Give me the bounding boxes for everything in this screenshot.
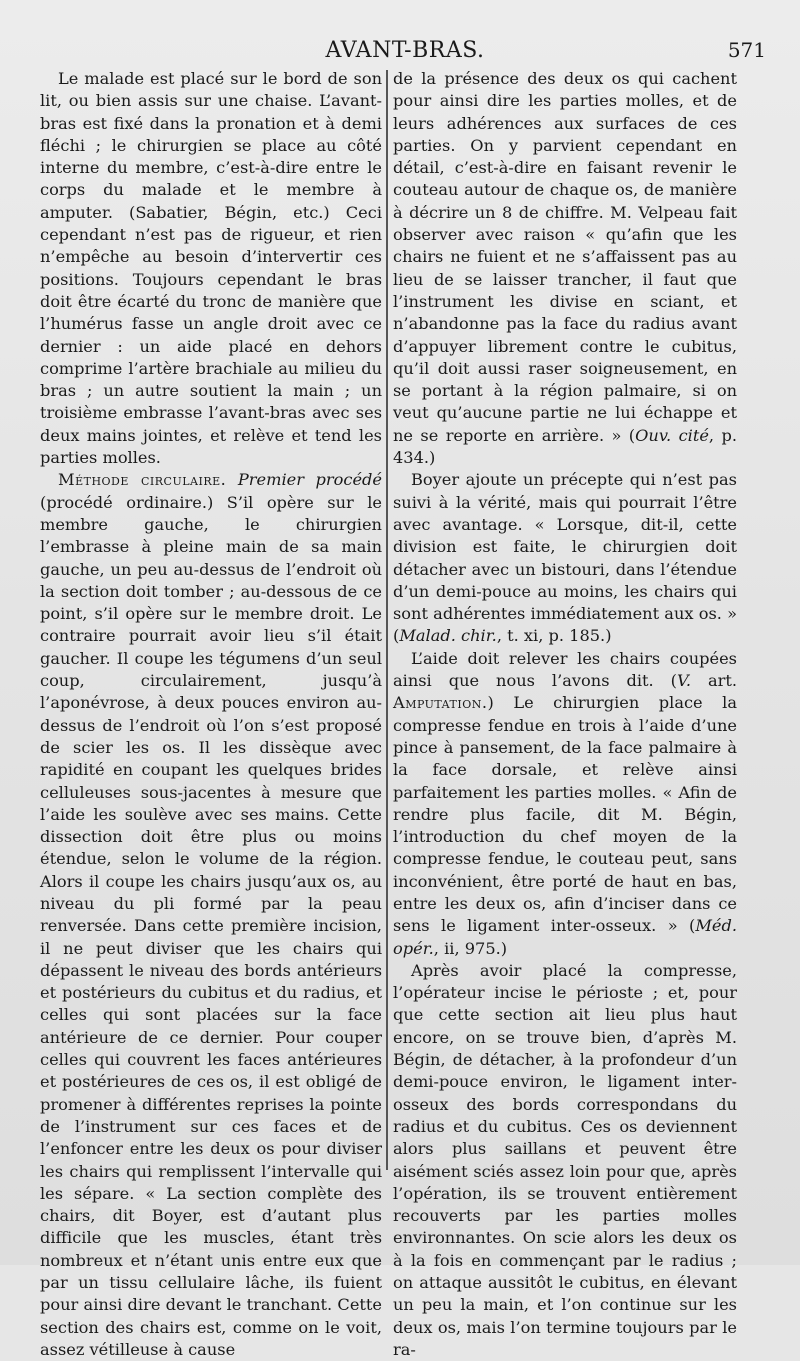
paragraph-text: de la présence des deux os qui cachent pour ainsi dire les parties molles, et de leurs adhérences aux surfaces de ces parties. On y parvient cependant en détail, c’est-à-dire en faisant revenir le couteau autour de chaque os, de manière à décrire un 8 de chiffre. M. Velpeau fait observer avec raison « qu’afin que les chairs ne fuient et ne s’affaissent pas au lieu de se laisser trancher, il faut que l’instrument les divise en sciant, et n’abandonne pas la face du radius avant d’appuyer librement contre le cubitus, qu’il doit aussi raser soigneusement, en se portant à la région palmaire, si on veut qu’aucune partie ne lui échappe et ne se reporte en arrière. » ( <box>393 69 737 445</box>
paragraph <box>393 960 737 1361</box>
citation: Méd. opér. <box>393 916 737 958</box>
paragraph-text: L’aide doit relever les chairs coupées ainsi que nous l’avons dit. ( <box>393 648 737 691</box>
running-head: AVANT-BRAS. <box>325 38 485 63</box>
section-heading: Méthode circulaire. <box>58 470 227 490</box>
paragraph-text: Après avoir placé la compresse, l’opérateur incise le périoste ; et, pour que cette section ait lieu plus haut encore, on se trouve bien, d’après M. Bégin, de détacher, à la profondeur d’un demi-pouce environ, le ligament inter-osseux des bords correspondans du radius et du cubitus. Ces os deviennent alors plus saillans et peuvent être aisément sciés assez loin pour que, après l’opération, ils se trouvent entièrement recouverts par les parties molles environnantes. On scie alors les deux os à la fois en commençant par le radius ; on attaque aussitôt le cubitus, en élevant un peu la main, et l’on continue sur les deux os, mais l’on termine toujours par le ra- <box>393 960 737 1359</box>
paragraph-text: art. <box>690 671 737 691</box>
citation: Malad. chir. <box>399 626 497 646</box>
paragraph-text: ) Le chirurgien place la compresse fendue en trois à l’aide d’une pince à pansement, de la face palmaire à la face dorsale, et relève ainsi parfaitement les parties molles. « Afin de rendre plus facile, dit M. Bégin, l’introduction du chef moyen de la compresse fendue, le couteau peut, sans inconvénient, être porté de haut en bas, entre les deux os, afin d’inciser dans ce sens le ligament inter-osseux. » ( <box>393 693 737 936</box>
paragraph-text: (procédé ordinaire.) S’il opère sur le membre gauche, le chirurgien l’embrasse à pleine main de sa main gauche, un peu au-dessus de l’endroit où la section doit tomber ; au-dessous de ce point, s’il opère sur le membre droit. Le contraire pourrait avoir lieu s’il était gaucher. Il coupe les tégumens d’un seul coup, circulairement, jusqu’à l’aponévrose, à deux pouces environ au-dessus de l’endroit où l’on s’est proposé de scier les os. Il les dissèque avec rapidité en coupant les quelques brides celluleuses sous-jacentes à mesure que l’aide les soulève avec ses mains. Cette dissection doit être plus ou moins étendue, selon le volume de la région. Alors il coupe les chairs jusqu’aux os, au niveau du pli formé par la peau renversée. Dans cette première incision, il ne peut diviser que les chairs qui dépassent le niveau des bords antérieurs et postérieurs du cubitus et du radius, et celles qui sont placées sur la face antérieure de ce dernier. Pour couper celles qui couvrent les faces antérieures et postérieures de ces os, il est obligé de promener à différentes reprises la pointe de l’instrument sur ces faces et de l’enfoncer entre les deux os pour diviser les chairs qui remplissent l’intervalle qui les sépare. « La section complète des chairs, dit Boyer, est d’autant plus difficile que les muscles, étant très nombreux et n’étant unis entre eux que par un tissu cellulaire lâche, ils fuient pour ainsi dire devant le tranchant. Cette section des chairs est, comme on le voit, assez vétilleuse à cause <box>40 492 382 1359</box>
right-column <box>393 68 737 1361</box>
citation: V. <box>676 671 691 691</box>
paragraph <box>40 469 382 1361</box>
column-divider <box>386 70 388 1170</box>
paragraph-text: , p. 434.) <box>393 425 737 468</box>
left-column <box>40 68 382 1361</box>
paragraph <box>393 648 737 960</box>
paragraph <box>393 68 737 469</box>
page-number: 571 <box>727 38 766 62</box>
paragraph-text: , t. xi, p. 185.) <box>496 626 612 646</box>
citation: Ouv. cité <box>635 425 709 445</box>
cross-reference: Amputation. <box>393 693 488 713</box>
italic-term: Premier procédé <box>237 470 382 490</box>
paragraph-text: Le malade est placé sur le bord de son lit, ou bien assis sur une chaise. L’avant-bras est fixé dans la pronation et à demi fléchi ; le chirurgien se place au côté interne du membre, c’est-à-dire entre le corps du malade et le membre à amputer. (Sabatier, Bégin, etc.) Ceci cependant n’est pas de rigueur, et rien n’empêche au besoin d’intervertir ces positions. Toujours cependant le bras doit être écarté du tronc de manière que l’humérus fasse un angle droit avec ce dernier : un aide placé en dehors comprime l’artère brachiale au milieu du bras ; un autre soutient la main ; un troisième embrasse l’avant-bras avec ses deux mains jointes, et relève et tend les parties molles. <box>40 69 382 468</box>
paragraph-text: , ii, 975.) <box>433 938 508 958</box>
paragraph <box>40 68 382 469</box>
page-header <box>40 38 770 68</box>
paragraph <box>393 469 737 647</box>
paragraph-text: Boyer ajoute un précepte qui n’est pas suivi à la vérité, mais qui pourrait l’être avec avantage. « Lorsque, dit-il, cette division est faite, le chirurgien doit détacher avec un bistouri, dans l’étendue d’un demi-pouce au moins, les chairs qui sont adhérentes immédiatement aux os. » ( <box>393 470 737 646</box>
